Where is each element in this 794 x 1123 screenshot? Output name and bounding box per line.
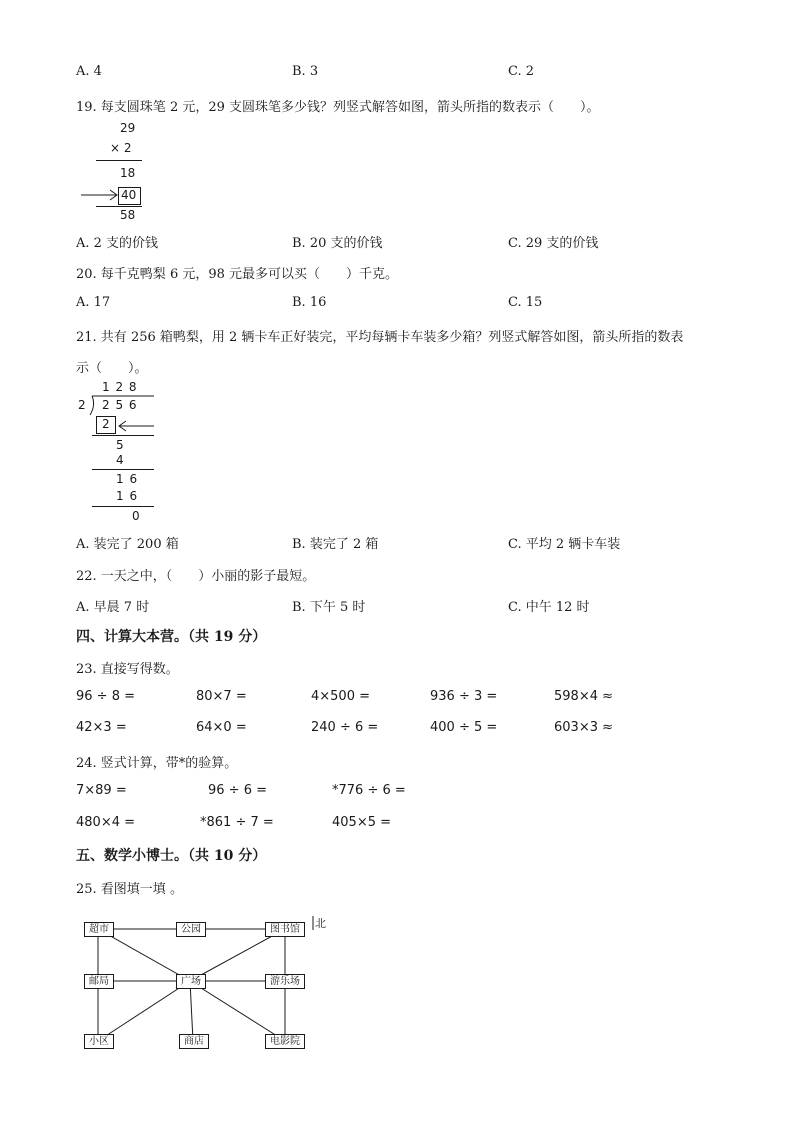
map-node-park: 公园 <box>176 922 206 937</box>
q22-option-c: C. 中午 12 时 <box>508 600 590 615</box>
q21-quotient: 1 2 8 <box>102 380 138 394</box>
map-node-post-office: 邮局 <box>84 974 114 989</box>
q21-step-1: 2 <box>102 417 110 431</box>
q22-question: 22. 一天之中，（ ）小丽的影子最短。 <box>76 569 316 584</box>
q19-question: 19. 每支圆珠笔 2 元，29 支圆珠笔多少钱？列竖式解答如图，箭头所指的数表示（ ）。 <box>76 100 600 115</box>
q19-option-a: A. 2 支的价钱 <box>76 236 159 251</box>
q24-item: 480×4 = <box>76 815 136 830</box>
q22-option-b: B. 下午 5 时 <box>292 600 366 615</box>
q23-question: 23. 直接写得数。 <box>76 662 179 677</box>
q23-item: 240 ÷ 6 = <box>311 720 379 735</box>
map-north-label: 北 <box>315 917 326 930</box>
q24-item: *776 ÷ 6 = <box>332 783 406 798</box>
q19-option-c: C. 29 支的价钱 <box>508 236 599 251</box>
q24-question: 24. 竖式计算，带*的验算。 <box>76 756 238 771</box>
map-node-square: 广场 <box>176 974 206 989</box>
q19-multiplier: × 2 <box>110 141 132 155</box>
q20-option-c: C. 15 <box>508 295 543 310</box>
q24-item: 7×89 = <box>76 783 127 798</box>
q21-dividend: 2 5 6 <box>102 398 138 412</box>
q23-item: 4×500 = <box>311 689 371 704</box>
q19-option-b: B. 20 支的价钱 <box>292 236 383 251</box>
q21-step-3: 4 <box>116 453 124 467</box>
q23-item: 936 ÷ 3 = <box>430 689 498 704</box>
q22-option-a: A. 早晨 7 时 <box>76 600 150 615</box>
q25-question: 25. 看图填一填 。 <box>76 882 183 897</box>
q23-item: 80×7 = <box>196 689 247 704</box>
q19-partial-1: 18 <box>120 166 136 180</box>
q18-option-b: B. 3 <box>292 64 319 79</box>
q18-option-a: A. 4 <box>76 64 102 79</box>
q24-item: 405×5 = <box>332 815 392 830</box>
q23-item: 64×0 = <box>196 720 247 735</box>
map-node-library: 图书馆 <box>265 922 305 937</box>
q24-item: *861 ÷ 7 = <box>200 815 274 830</box>
map-node-amusement-park: 游乐场 <box>265 974 305 989</box>
q20-option-a: A. 17 <box>76 295 111 310</box>
q21-option-a: A. 装完了 200 箱 <box>76 537 179 552</box>
q21-divisor: 2 <box>78 398 86 412</box>
q23-item: 96 ÷ 8 = <box>76 689 135 704</box>
q21-remainder: 0 <box>132 509 140 523</box>
q19-result: 58 <box>120 208 136 222</box>
q18-option-c: C. 2 <box>508 64 535 79</box>
section-4-title: 四、计算大本营。（共 19 分） <box>76 629 267 645</box>
q21-step-5: 1 6 <box>116 489 139 503</box>
q23-item: 400 ÷ 5 = <box>430 720 498 735</box>
map-node-community: 小区 <box>84 1034 114 1049</box>
q23-item: 603×3 ≈ <box>554 720 614 735</box>
q23-item: 598×4 ≈ <box>554 689 614 704</box>
q21-question-line-2: 示（ ）。 <box>76 361 148 376</box>
q19-multiplicand: 29 <box>120 121 136 135</box>
q21-question-line-1: 21. 共有 256 箱鸭梨，用 2 辆卡车正好装完，平均每辆卡车装多少箱？列竖式解答如图，箭头所指的数表 <box>76 330 684 345</box>
q20-question: 20. 每千克鸭梨 6 元，98 元最多可以买（ ）千克。 <box>76 267 399 282</box>
map-node-cinema: 电影院 <box>265 1034 305 1049</box>
q21-step-2: 5 <box>116 438 124 452</box>
q20-option-b: B. 16 <box>292 295 327 310</box>
q21-step-4: 1 6 <box>116 472 139 486</box>
section-5-title: 五、数学小博士。（共 10 分） <box>76 848 267 864</box>
map-node-shop: 商店 <box>179 1034 209 1049</box>
q24-item: 96 ÷ 6 = <box>208 783 267 798</box>
q21-option-b: B. 装完了 2 箱 <box>292 537 379 552</box>
q19-partial-2: 40 <box>121 188 137 202</box>
q21-option-c: C. 平均 2 辆卡车装 <box>508 537 621 552</box>
q23-item: 42×3 = <box>76 720 127 735</box>
map-node-supermarket: 超市 <box>84 922 114 937</box>
